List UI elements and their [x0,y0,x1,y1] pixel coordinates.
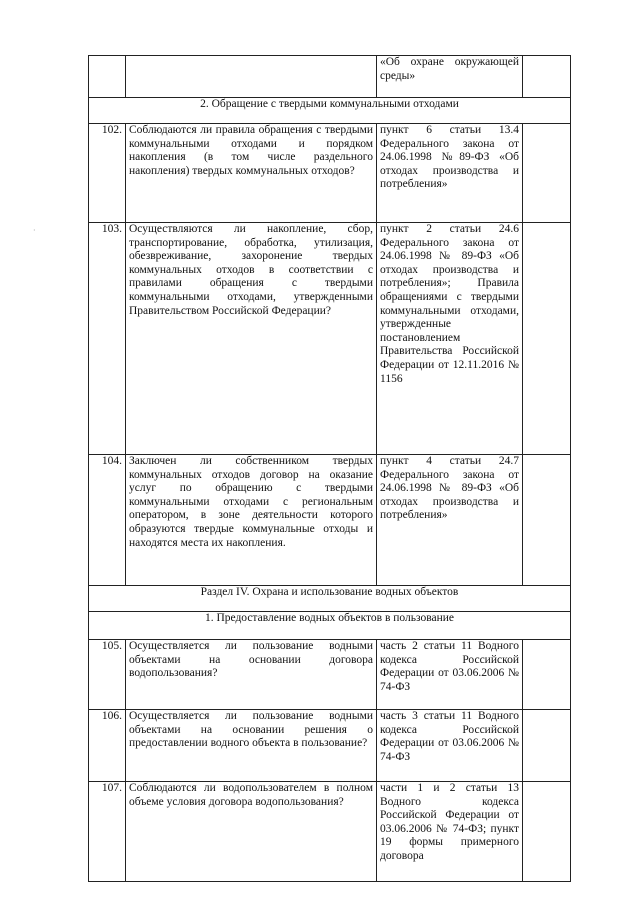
legal-reference-cell: часть 2 статьи 11 Водного кодекса Российской Федерации от 03.06.2006 № 74-ФЗ [377,640,523,710]
answer-cell [523,124,571,223]
table-row [89,223,571,455]
answer-cell [523,710,571,782]
subsection-title: 1. Предоставление водных объектов в пользование [89,612,571,640]
legal-reference-cell: пункт 6 статьи 13.4 Федерального закона от 24.06.1998 №89-ФЗ «Об отходах производства и потребления» [377,124,523,223]
table-row [89,640,571,710]
subsection-row [89,98,571,124]
question-cell: Осуществляется ли пользование водными объектами на основании договора водопользования? [126,640,377,710]
legal-reference-cell: «Об охране окружающей среды» [377,56,523,98]
legal-reference-cell: пункт 4 статьи 24.7 Федерального закона от 24.06.1998 № 89-ФЗ «Об отходах производства и потребления» [377,455,523,586]
question-cell: Заключен ли собственником твердых коммунальных отходов договор на оказание услуг по обращению с твердыми коммунальными отходами с региональным оператором, в зоне деятельности которого образуются твердые коммунальные отходы и находятся места их накопления. [126,455,377,586]
scan-artifact: · [33,226,36,235]
answer-cell [523,640,571,710]
table-row [89,710,571,782]
row-number [89,56,126,98]
section-row [89,586,571,612]
question-cell: Осуществляется ли пользование водными объектами на основании решения о предоставлении водного объекта в пользование? [126,710,377,782]
question-cell: Осуществляются ли накопление, сбор, транспортирование, обработка, утилизация, обезвреживание, захоронение твердых коммунальных отходов в соответствии с правилами обращения с твердыми коммунальными отходами, утвержденными Правительством Российской Федерации? [126,223,377,455]
section-title: Раздел IV. Охрана и использование водных объектов [89,586,571,612]
question-cell: Соблюдаются ли правила обращения с твердыми коммунальными отходами и порядком накопления (в том числе раздельного накопления) твердых коммунальных отходов? [126,124,377,223]
row-number: 107. [89,782,126,882]
legal-reference-cell: части 1 и 2 статьи 13 Водного кодекса Российской Федерации от 03.06.2006 № 74-ФЗ; пункт 19 формы примерного договора [377,782,523,882]
row-number: 106. [89,710,126,782]
table-row [89,455,571,586]
row-number: 104. [89,455,126,586]
answer-cell [523,782,571,882]
row-number: 105. [89,640,126,710]
legal-reference-cell: пункт 2 статьи 24.6 Федерального закона от 24.06.1998 № 89-ФЗ «Об отходах производства и потребления»; Правила обращениями с твердыми коммунальными отходами, утвержденные постановлением Правительства Российской Федерации от 12.11.2016 № 1156 [377,223,523,455]
checklist-table [88,55,571,882]
answer-cell [523,223,571,455]
subsection-title: 2. Обращение с твердыми коммунальными отходами [89,98,571,124]
table-row [89,124,571,223]
answer-cell [523,455,571,586]
subsection-row [89,612,571,640]
table-row [89,56,571,98]
row-number: 102. [89,124,126,223]
legal-reference-cell: часть 3 статьи 11 Водного кодекса Российской Федерации от 03.06.2006 № 74-ФЗ [377,710,523,782]
table-row [89,782,571,882]
row-number: 103. [89,223,126,455]
answer-cell [523,56,571,98]
question-cell: Соблюдаются ли водопользователем в полном объеме условия договора водопользования? [126,782,377,882]
question-cell [126,56,377,98]
